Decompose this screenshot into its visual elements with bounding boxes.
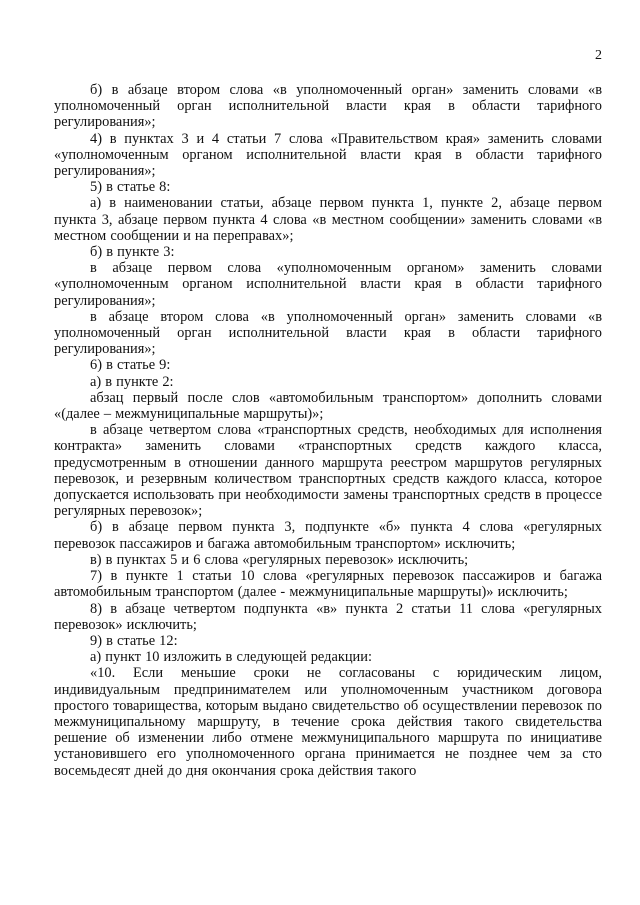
paragraph: б) в абзаце втором слова «в уполномоченный орган» заменить словами «в уполномоченный орган исполнительной власти края в области тарифного регулирования»; [54, 82, 602, 131]
paragraph: абзац первый после слов «автомобильным транспортом» дополнить словами «(далее – межмуниципальные маршруты)»; [54, 389, 602, 423]
paragraph: 7) в пункте 1 статьи 10 слова «регулярных перевозок пассажиров и багажа автомобильным транспортом (далее - межмуниципальные маршруты)» исключить; [54, 568, 602, 601]
paragraph: а) в пункте 2: [90, 373, 174, 390]
paragraph: в абзаце втором слова «в уполномоченный орган» заменить словами «в уполномоченный орган исполнительной власти края в области тарифного регулирования»; [54, 308, 602, 358]
paragraph: а) в наименовании статьи, абзаце первом пункта 1, пункте 2, абзаце первом пункта 3, абзаце первом пункта 4 слова «в местном сообщении» заменить словами «в местном сообщении и на переправах»; [54, 195, 602, 244]
paragraph: в абзаце четвертом слова «транспортных средств, необходимых для исполнения контракта» заменить словами «транспортных средств каждого класса, предусмотренным в отношении данного маршрута реестром маршрутов регулярных перевозок, и резервным количеством транспортных средств каждого класса, которое допускается использовать при необходимости замены транспортных средств в процессе регулярных перевозок»; [54, 422, 602, 520]
paragraph: 9) в статье 12: [90, 632, 178, 649]
paragraph: в) в пунктах 5 и 6 слова «регулярных перевозок» исключить; [90, 551, 469, 568]
paragraph: б) в пункте 3: [90, 244, 175, 261]
paragraph: а) пункт 10 изложить в следующей редакции: [90, 649, 372, 666]
paragraph: б) в абзаце первом пункта 3, подпункте «б» пункта 4 слова «регулярных перевозок пассажиров и багажа автомобильным транспортом» исключить; [54, 519, 602, 552]
paragraph: 8) в абзаце четвертом подпункта «в» пункта 2 статьи 11 слова «регулярных перевозок» исключить; [54, 600, 602, 633]
paragraph: 4) в пунктах 3 и 4 статьи 7 слова «Правительством края» заменить словами «уполномоченным органом исполнительной власти края в области тарифного регулирования»; [54, 130, 602, 180]
paragraph: «10. Если меньшие сроки не согласованы с юридическим лицом, индивидуальным предпринимателем или уполномоченным участником договора простого товарищества, которым выдано свидетельство об осуществлении перевозок по межмуниципальному маршруту, в течение срока действия такого свидетельства решение об изменении либо отмене межмуниципального маршрута по инициативе установившего его уполномоченного органа принимается не позднее чем за сто восемьдесят дней до дня окончания срока действия такого [54, 665, 602, 779]
document-body [54, 82, 602, 779]
page-number: 2 [595, 48, 602, 63]
paragraph: в абзаце первом слова «уполномоченным органом» заменить словами «уполномоченным органом исполнительной власти края в области тарифного регулирования»; [54, 260, 602, 309]
paragraph: 5) в статье 8: [90, 179, 171, 196]
paragraph: 6) в статье 9: [90, 357, 171, 374]
